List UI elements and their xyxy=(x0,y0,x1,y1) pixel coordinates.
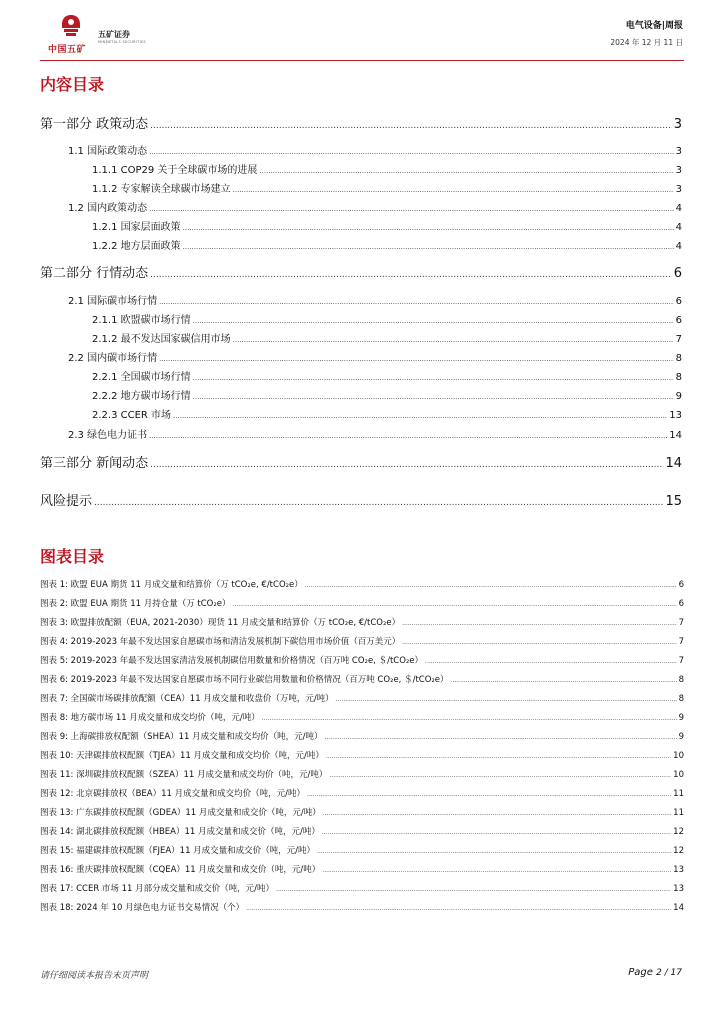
toc-entry-label: 2.1.2 最不发达国家碳信用市场 xyxy=(92,334,231,345)
figure-entry-label: 图表 2: 欧盟 EUA 期货 11 月持仓量（万 tCO₂e） xyxy=(40,599,231,609)
figure-entry[interactable] xyxy=(40,844,684,856)
page-header xyxy=(0,0,724,62)
toc-entry[interactable] xyxy=(68,292,682,307)
toc-leader xyxy=(150,270,672,280)
toc-entry-page: 13 xyxy=(669,410,682,421)
figure-leader xyxy=(425,658,677,665)
figure-entry[interactable] xyxy=(40,825,684,837)
toc-entry[interactable] xyxy=(68,199,682,214)
toc-leader xyxy=(193,374,674,382)
figure-entry-page: 6 xyxy=(678,599,684,609)
figure-entry-page: 8 xyxy=(678,694,684,704)
toc-leader xyxy=(233,336,674,344)
figure-leader xyxy=(305,582,677,589)
toc-entry-label: 2.2.3 CCER 市场 xyxy=(92,410,172,421)
toc-entry-label: 2.1.1 欧盟碳市场行情 xyxy=(92,315,191,326)
figure-entry-label: 图表 7: 全国碳市场碳排放配额（CEA）11 月成交量和收盘价（万吨，元/吨） xyxy=(40,694,334,704)
figure-entry[interactable] xyxy=(40,749,684,761)
figure-entry-page: 7 xyxy=(678,618,684,628)
figure-entry[interactable] xyxy=(40,863,684,875)
toc-entry-page: 3 xyxy=(675,165,682,176)
figure-leader xyxy=(262,715,677,722)
figure-leader xyxy=(336,696,677,703)
toc-leader xyxy=(149,148,674,156)
figure-entry-page: 14 xyxy=(673,903,684,913)
figure-entry-label: 图表 11: 深圳碳排放权配额（SZEA）11 月成交量和成交均价（吨，元/吨） xyxy=(40,770,328,780)
figure-entry-label: 图表 10: 天津碳排放权配额（TJEA）11 月成交量和成交均价（吨，元/吨） xyxy=(40,751,324,761)
toc-entry-label: 1.2.2 地方层面政策 xyxy=(92,241,181,252)
figure-entry-label: 图表 14: 湖北碳排放权配额（HBEA）11 月成交量和成交价（吨，元/吨） xyxy=(40,827,320,837)
figure-entry[interactable] xyxy=(40,673,684,685)
figure-entry-label: 图表 8: 地方碳市场 11 月成交量和成交均价（吨，元/吨） xyxy=(40,713,260,723)
toc-entry-label: 2.2 国内碳市场行情 xyxy=(68,353,158,364)
toc-entry-label: 风险提示 xyxy=(40,494,93,509)
toc-entry-page: 6 xyxy=(675,296,682,307)
toc-entry-page: 15 xyxy=(665,494,682,509)
footer-page-number: 2 / 17 xyxy=(656,968,682,978)
figures-title: 图表目录 xyxy=(40,547,105,566)
toc-entry[interactable] xyxy=(40,262,682,281)
toc-leader xyxy=(150,121,672,131)
toc-entry[interactable] xyxy=(92,311,682,326)
toc-entry-label: 2.2.2 地方碳市场行情 xyxy=(92,391,191,402)
figure-entry[interactable] xyxy=(40,635,684,647)
toc-entry-label: 2.1 国际碳市场行情 xyxy=(68,296,158,307)
toc-leader xyxy=(193,393,674,401)
figure-entry[interactable] xyxy=(40,806,684,818)
figure-entry-label: 图表 1: 欧盟 EUA 期货 11 月成交量和结算价（万 tCO₂e, €/tCO₂e） xyxy=(40,580,303,590)
report-category: 电气设备|周报 xyxy=(625,21,683,31)
toc-leader xyxy=(183,224,674,232)
figure-leader xyxy=(317,848,671,855)
toc-entry-label: 第二部分 行情动态 xyxy=(40,266,149,281)
figure-leader xyxy=(322,829,671,836)
toc-entry[interactable] xyxy=(92,161,682,176)
figure-entry-label: 图表 6: 2019-2023 年最不发达国家自愿碳市场不同行业碳信用数量和价格情况（百万吨 CO₂e, ＄/tCO₂e） xyxy=(40,675,449,685)
figure-entry[interactable] xyxy=(40,616,684,628)
figure-entry[interactable] xyxy=(40,711,684,723)
figure-entry-page: 9 xyxy=(678,732,684,742)
toc-entry[interactable] xyxy=(40,113,682,132)
figure-entry-page: 12 xyxy=(673,827,684,837)
toc-entry[interactable] xyxy=(40,452,682,471)
figure-leader xyxy=(233,601,677,608)
toc-entry[interactable] xyxy=(68,349,682,364)
toc-entry[interactable] xyxy=(92,180,682,195)
toc-entry[interactable] xyxy=(92,406,682,421)
figure-entry[interactable] xyxy=(40,787,684,799)
toc-leader xyxy=(149,205,674,213)
figure-entry[interactable] xyxy=(40,578,684,590)
toc-entry-page: 14 xyxy=(669,430,682,441)
figure-entry[interactable] xyxy=(40,901,684,913)
toc-entry-label: 2.2.1 全国碳市场行情 xyxy=(92,372,191,383)
figure-entry-label: 图表 18: 2024 年 10 月绿色电力证书交易情况（个） xyxy=(40,903,245,913)
figure-entry-label: 图表 12: 北京碳排放权（BEA）11 月成交量和成交均价（吨，元/吨） xyxy=(40,789,305,799)
figure-leader xyxy=(307,791,671,798)
toc-entry-page: 4 xyxy=(675,241,682,252)
toc-leader xyxy=(149,432,667,440)
toc-title: 内容目录 xyxy=(40,75,105,94)
toc-leader xyxy=(150,460,663,470)
figure-entry-page: 11 xyxy=(673,808,684,818)
figure-entry-page: 13 xyxy=(673,865,684,875)
figure-entry[interactable] xyxy=(40,768,684,780)
footer-page-indicator xyxy=(628,967,682,978)
toc-entry-label: 1.1 国际政策动态 xyxy=(68,146,148,157)
toc-entry[interactable] xyxy=(92,368,682,383)
toc-leader xyxy=(94,498,663,508)
figure-entry-label: 图表 9: 上海碳排放权配额（SHEA）11 月成交量和成交均价（吨，元/吨） xyxy=(40,732,323,742)
figure-leader xyxy=(402,639,676,646)
figure-leader xyxy=(323,810,671,817)
toc-leader xyxy=(159,298,674,306)
figure-entry-page: 9 xyxy=(678,713,684,723)
figure-leader xyxy=(276,886,671,893)
figure-leader xyxy=(402,620,676,627)
figure-entry-page: 7 xyxy=(678,637,684,647)
footer-disclaimer: 请仔细阅读本报告末页声明 xyxy=(40,971,149,981)
figure-entry-label: 图表 3: 欧盟排放配额（EUA, 2021-2030）现货 11 月成交量和结算价（万 tCO₂e, €/tCO₂e） xyxy=(40,618,401,628)
figure-entry-label: 图表 16: 重庆碳排放权配额（CQEA）11 月成交量和成交价（吨，元/吨） xyxy=(40,865,321,875)
figure-entry-page: 10 xyxy=(673,751,684,761)
report-date: 2024 年 12 月 11 日 xyxy=(610,38,683,47)
toc-entry-label: 2.3 绿色电力证书 xyxy=(68,430,148,441)
figure-leader xyxy=(326,753,671,760)
toc-entry-page: 4 xyxy=(675,222,682,233)
toc-entry-label: 1.1.2 专家解读全球碳市场建立 xyxy=(92,184,231,195)
logo-text: 中国五矿 xyxy=(48,45,87,55)
figure-entry-page: 12 xyxy=(673,846,684,856)
figure-leader xyxy=(322,867,671,874)
toc-entry-page: 3 xyxy=(673,117,682,132)
toc-leader xyxy=(159,355,674,363)
securities-name: 五矿证券 xyxy=(98,30,130,39)
figure-entry-page: 7 xyxy=(678,656,684,666)
toc-entry-page: 3 xyxy=(675,146,682,157)
toc-entry-page: 9 xyxy=(675,391,682,402)
toc-leader xyxy=(173,412,667,420)
figure-entry[interactable] xyxy=(40,597,684,609)
figure-entry[interactable] xyxy=(40,882,684,894)
toc-entry-label: 第一部分 政策动态 xyxy=(40,117,149,132)
toc-leader xyxy=(183,243,674,251)
toc-entry-label: 第三部分 新闻动态 xyxy=(40,456,149,471)
toc-entry[interactable] xyxy=(92,218,682,233)
figure-leader xyxy=(246,905,671,912)
footer-page-label: Page xyxy=(628,967,653,978)
toc-entry[interactable] xyxy=(68,426,682,441)
figure-entry-page: 10 xyxy=(673,770,684,780)
figure-entry-label: 图表 5: 2019-2023 年最不发达国家清洁发展机制碳信用数量和价格情况（百万吨 CO₂e, ＄/tCO₂e） xyxy=(40,656,424,666)
figure-leader xyxy=(329,772,671,779)
toc-entry-label: 1.2 国内政策动态 xyxy=(68,203,148,214)
figure-leader xyxy=(451,677,677,684)
figure-entry-page: 13 xyxy=(673,884,684,894)
toc-entry-page: 6 xyxy=(673,266,682,281)
figure-entry-label: 图表 13: 广东碳排放权配额（GDEA）11 月成交量和成交价（吨，元/吨） xyxy=(40,808,321,818)
figure-entry-label: 图表 17: CCER 市场 11 月部分成交量和成交价（吨，元/吨） xyxy=(40,884,275,894)
securities-name-en: MINMETALS SECURITIES xyxy=(98,40,146,44)
toc-entry[interactable] xyxy=(92,330,682,345)
toc-entry-page: 8 xyxy=(675,372,682,383)
header-divider xyxy=(40,60,684,61)
figure-leader xyxy=(325,734,677,741)
toc-entry-page: 3 xyxy=(675,184,682,195)
toc-entry-label: 1.1.1 COP29 关于全球碳市场的进展 xyxy=(92,165,258,176)
figure-entry-page: 8 xyxy=(678,675,684,685)
figure-entry-label: 图表 4: 2019-2023 年最不发达国家自愿碳市场和清洁发展机制下碳信用市场价值（百万美元） xyxy=(40,637,401,647)
figure-entry-page: 11 xyxy=(673,789,684,799)
figure-entry-page: 6 xyxy=(678,580,684,590)
toc-entry[interactable] xyxy=(40,490,682,509)
toc-leader xyxy=(233,186,674,194)
figure-entry[interactable] xyxy=(40,654,684,666)
figure-entry[interactable] xyxy=(40,692,684,704)
minmetals-emblem-icon xyxy=(60,14,82,38)
company-logo xyxy=(46,14,146,54)
figure-entry-label: 图表 15: 福建碳排放权配额（FJEA）11 月成交量和成交价（吨，元/吨） xyxy=(40,846,316,856)
toc-entry[interactable] xyxy=(68,142,682,157)
toc-entry-page: 14 xyxy=(665,456,682,471)
toc-entry-page: 6 xyxy=(675,315,682,326)
toc-leader xyxy=(193,317,674,325)
toc-entry-page: 4 xyxy=(675,203,682,214)
toc-entry[interactable] xyxy=(92,387,682,402)
toc-entry-page: 7 xyxy=(675,334,682,345)
toc-entry-label: 1.2.1 国家层面政策 xyxy=(92,222,181,233)
toc-entry-page: 8 xyxy=(675,353,682,364)
toc-leader xyxy=(259,167,673,175)
figure-entry[interactable] xyxy=(40,730,684,742)
toc-entry[interactable] xyxy=(92,237,682,252)
